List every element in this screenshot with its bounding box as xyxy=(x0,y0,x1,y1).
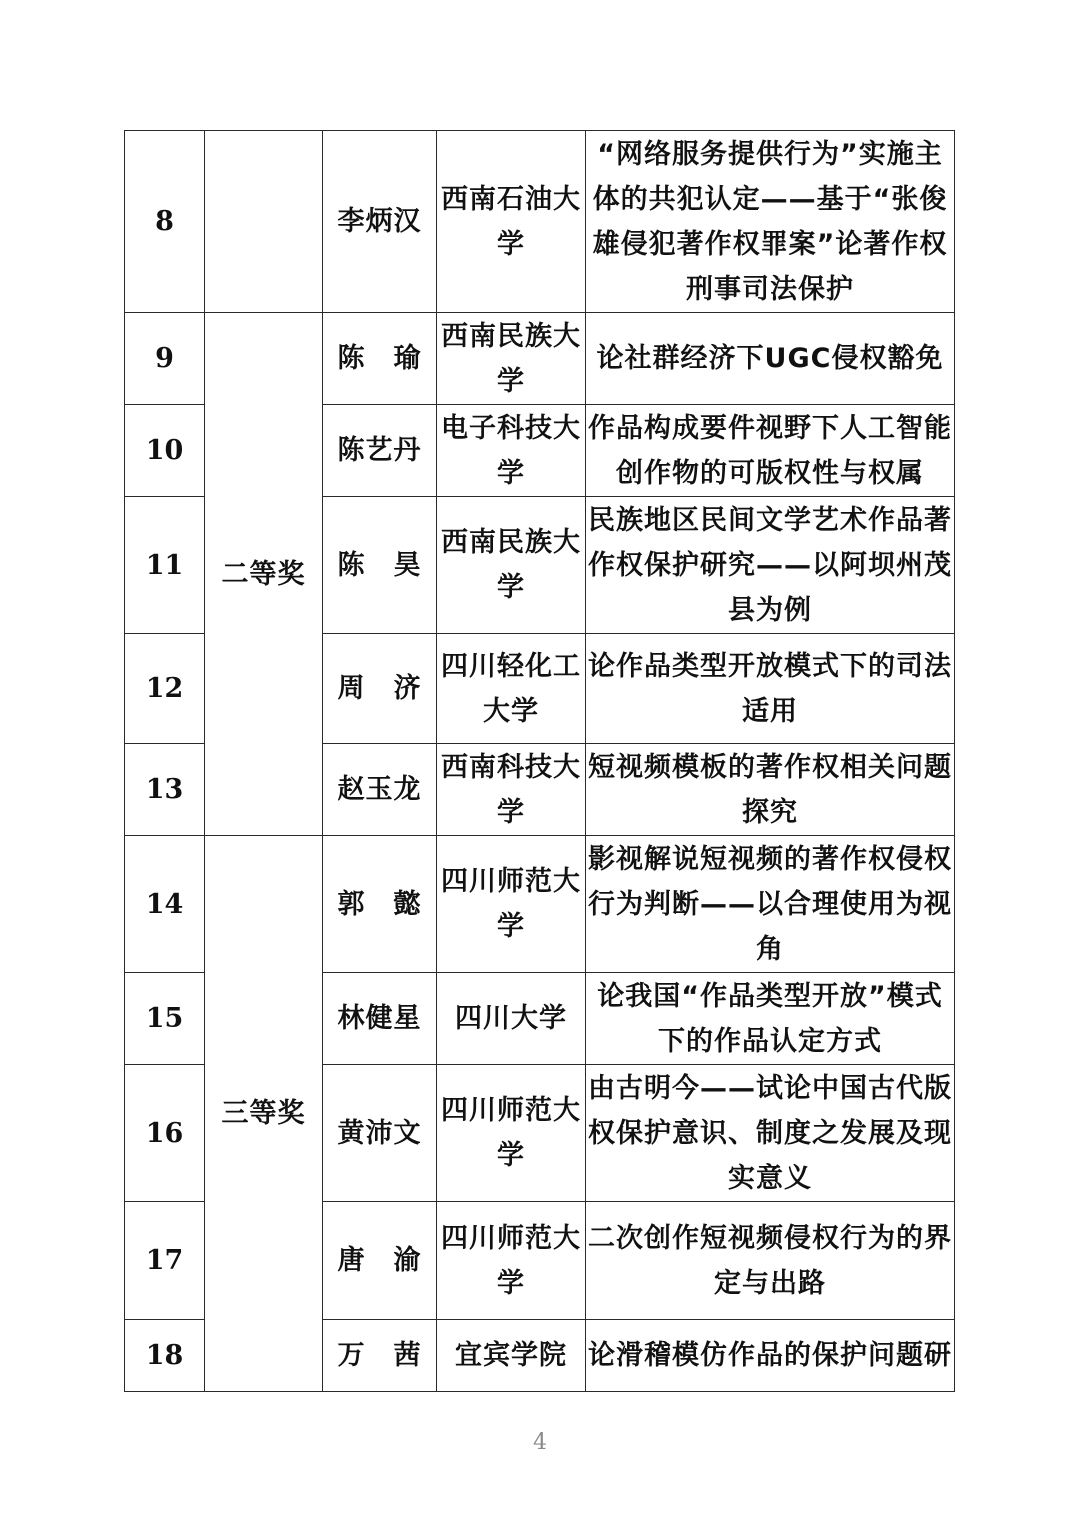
school-name: 西南石油大学 xyxy=(437,131,586,313)
paper-title: “网络服务提供行为”实施主体的共犯认定——基于“张俊雄侵犯著作权罪案”论著作权刑事司法保护 xyxy=(586,131,955,313)
table-row xyxy=(125,313,955,405)
paper-title: 论我国“作品类型开放”模式下的作品认定方式 xyxy=(586,973,955,1065)
row-number: 15 xyxy=(125,973,205,1065)
row-number: 14 xyxy=(125,836,205,973)
paper-title: 短视频模板的著作权相关问题探究 xyxy=(586,744,955,836)
paper-title: 二次创作短视频侵权行为的界定与出路 xyxy=(586,1202,955,1320)
row-number: 17 xyxy=(125,1202,205,1320)
school-name: 四川大学 xyxy=(437,973,586,1065)
author-name: 李炳汉 xyxy=(323,131,437,313)
school-name: 四川师范大学 xyxy=(437,1202,586,1320)
paper-title: 民族地区民间文学艺术作品著作权保护研究——以阿坝州茂县为例 xyxy=(586,497,955,634)
paper-title: 论作品类型开放模式下的司法适用 xyxy=(586,634,955,744)
author-name: 万 茜 xyxy=(323,1320,437,1392)
table-row xyxy=(125,131,955,313)
author-name: 郭 懿 xyxy=(323,836,437,973)
award-level-second: 二等奖 xyxy=(205,313,323,836)
paper-title: 由古明今——试论中国古代版权保护意识、制度之发展及现实意义 xyxy=(586,1065,955,1202)
row-number: 12 xyxy=(125,634,205,744)
award-cell-empty xyxy=(205,131,323,313)
author-name: 陈 昊 xyxy=(323,497,437,634)
paper-title: 作品构成要件视野下人工智能创作物的可版权性与权属 xyxy=(586,405,955,497)
row-number: 13 xyxy=(125,744,205,836)
author-name: 黄沛文 xyxy=(323,1065,437,1202)
row-number: 9 xyxy=(125,313,205,405)
row-number: 11 xyxy=(125,497,205,634)
award-level-third: 三等奖 xyxy=(205,836,323,1392)
row-number: 16 xyxy=(125,1065,205,1202)
author-name: 林健星 xyxy=(323,973,437,1065)
author-name: 唐 渝 xyxy=(323,1202,437,1320)
school-name: 西南民族大学 xyxy=(437,313,586,405)
page-number: 4 xyxy=(533,1430,547,1455)
row-number: 8 xyxy=(125,131,205,313)
author-name: 陈艺丹 xyxy=(323,405,437,497)
school-name: 四川轻化工大学 xyxy=(437,634,586,744)
paper-title: 影视解说短视频的著作权侵权行为判断——以合理使用为视角 xyxy=(586,836,955,973)
paper-title: 论社群经济下UGC侵权豁免 xyxy=(586,313,955,405)
school-name: 西南科技大学 xyxy=(437,744,586,836)
author-name: 赵玉龙 xyxy=(323,744,437,836)
school-name: 四川师范大学 xyxy=(437,1065,586,1202)
paper-title: 论滑稽模仿作品的保护问题研 xyxy=(586,1320,955,1392)
row-number: 18 xyxy=(125,1320,205,1392)
row-number: 10 xyxy=(125,405,205,497)
school-name: 四川师范大学 xyxy=(437,836,586,973)
award-table xyxy=(124,130,955,1392)
school-name: 西南民族大学 xyxy=(437,497,586,634)
author-name: 陈 瑜 xyxy=(323,313,437,405)
table-row xyxy=(125,836,955,973)
school-name: 宜宾学院 xyxy=(437,1320,586,1392)
school-name: 电子科技大学 xyxy=(437,405,586,497)
author-name: 周 济 xyxy=(323,634,437,744)
